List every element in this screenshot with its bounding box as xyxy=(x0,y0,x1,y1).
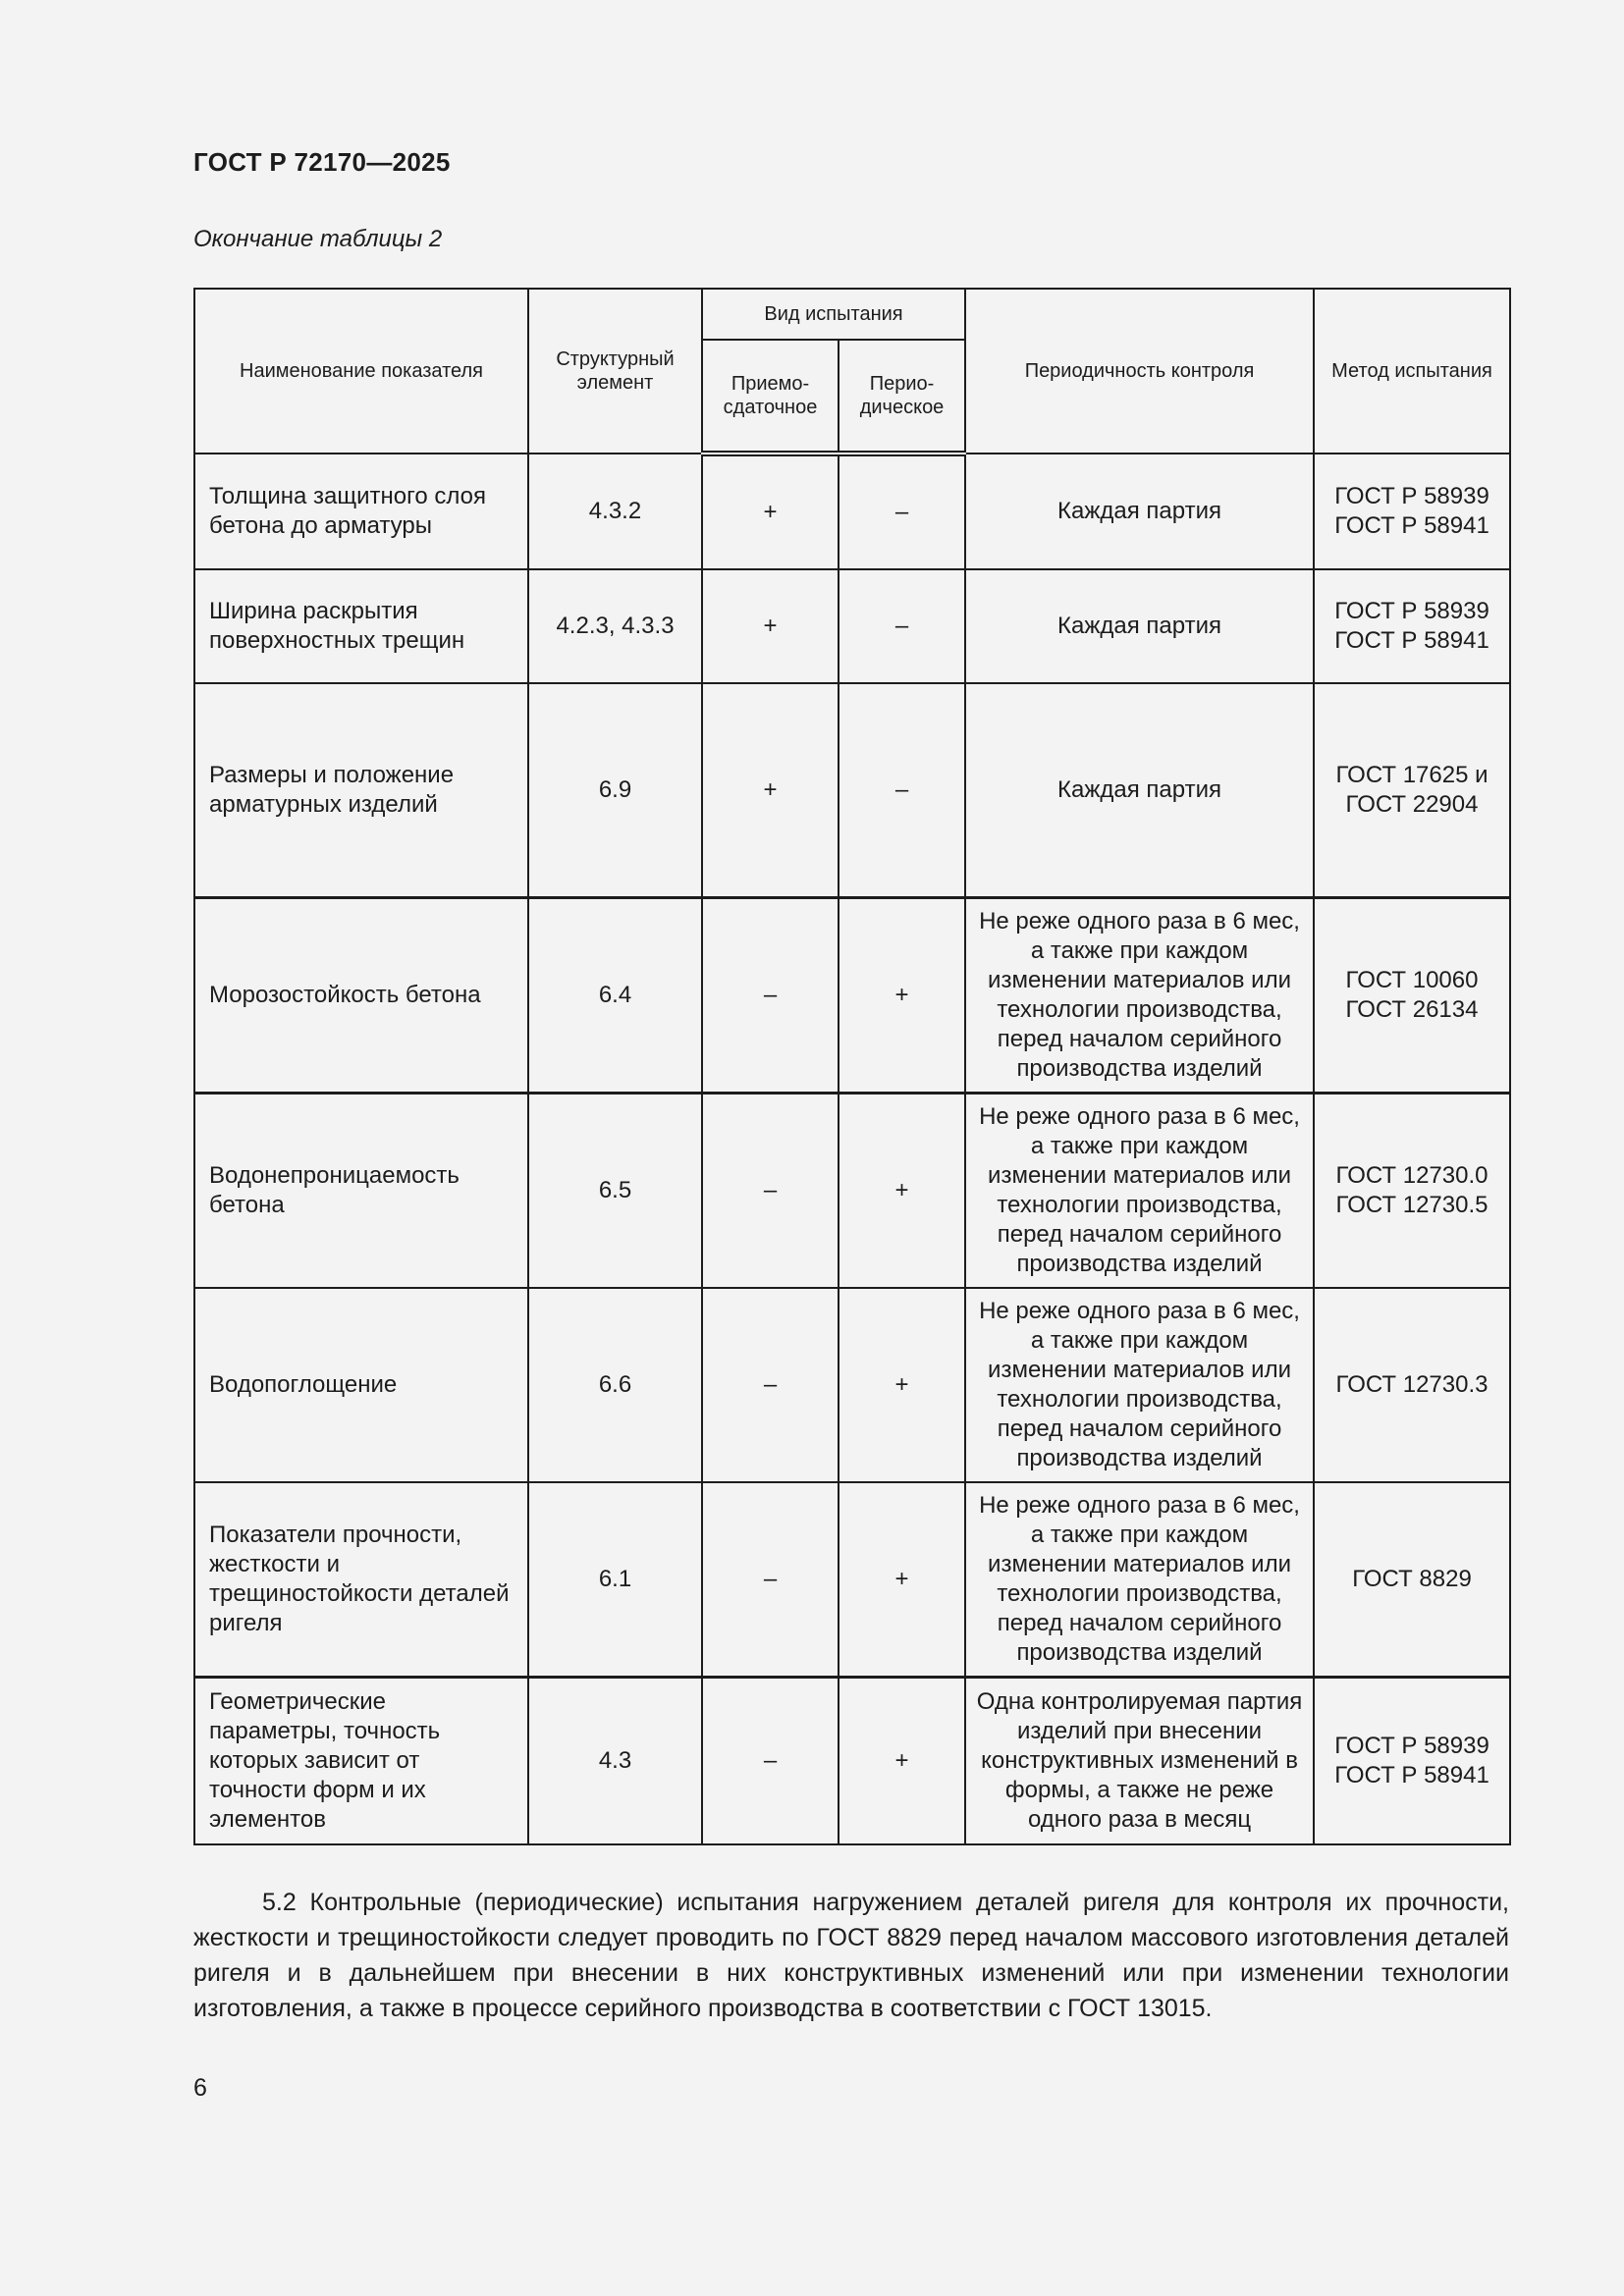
table-row xyxy=(194,454,1510,569)
table-caption: Окончание таблицы 2 xyxy=(193,226,443,252)
cell-acceptance: + xyxy=(702,454,839,569)
cell-acceptance: – xyxy=(702,1678,839,1845)
table-row xyxy=(194,898,1510,1094)
cell-element: 4.3.2 xyxy=(528,454,702,569)
cell-acceptance: + xyxy=(702,683,839,898)
cell-periodic: + xyxy=(839,898,965,1094)
cell-frequency: Каждая партия xyxy=(965,569,1314,683)
cell-method: ГОСТ Р 58939 ГОСТ Р 58941 xyxy=(1314,454,1510,569)
cell-name: Морозостойкость бетона xyxy=(194,898,528,1094)
cell-name: Водонепроницаемость бетона xyxy=(194,1094,528,1289)
table-row xyxy=(194,1094,1510,1289)
cell-method: ГОСТ 17625 и ГОСТ 22904 xyxy=(1314,683,1510,898)
cell-method: ГОСТ 10060 ГОСТ 26134 xyxy=(1314,898,1510,1094)
cell-name: Ширина раскрытия поверхностных трещин xyxy=(194,569,528,683)
cell-periodic: + xyxy=(839,1482,965,1678)
cell-periodic: + xyxy=(839,1094,965,1289)
page-number: 6 xyxy=(193,2074,207,2102)
cell-periodic: + xyxy=(839,1678,965,1845)
cell-frequency: Каждая партия xyxy=(965,683,1314,898)
table-row xyxy=(194,569,1510,683)
header-name: Наименование показателя xyxy=(194,289,528,454)
cell-frequency: Не реже одного раза в 6 мес, а также при каждом изменении материалов или технологии производства, перед началом серийного производства изделий xyxy=(965,898,1314,1094)
table-row xyxy=(194,1288,1510,1482)
cell-element: 4.2.3, 4.3.3 xyxy=(528,569,702,683)
cell-element: 6.6 xyxy=(528,1288,702,1482)
cell-frequency: Одна контролируемая партия изделий при внесении конструктивных изменений в формы, а также не реже одного раза в месяц xyxy=(965,1678,1314,1845)
cell-method: ГОСТ 8829 xyxy=(1314,1482,1510,1678)
table-row xyxy=(194,1482,1510,1678)
header-test-type: Вид испытания xyxy=(702,289,965,340)
cell-name: Геометрические параметры, точность которых зависит от точности форм и их элементов xyxy=(194,1678,528,1845)
cell-acceptance: – xyxy=(702,1482,839,1678)
cell-method: ГОСТ Р 58939 ГОСТ Р 58941 xyxy=(1314,1678,1510,1845)
cell-acceptance: – xyxy=(702,1288,839,1482)
cell-element: 6.1 xyxy=(528,1482,702,1678)
cell-frequency: Каждая партия xyxy=(965,454,1314,569)
cell-name: Толщина защитного слоя бетона до арматуры xyxy=(194,454,528,569)
cell-element: 6.4 xyxy=(528,898,702,1094)
cell-periodic: + xyxy=(839,1288,965,1482)
cell-name: Показатели прочности, жесткости и трещиностойкости деталей ригеля xyxy=(194,1482,528,1678)
cell-name: Размеры и положение арматурных изделий xyxy=(194,683,528,898)
header-method: Метод испытания xyxy=(1314,289,1510,454)
indicators-table xyxy=(193,288,1511,1845)
cell-acceptance: – xyxy=(702,898,839,1094)
header-element: Структурный элемент xyxy=(528,289,702,454)
cell-acceptance: – xyxy=(702,1094,839,1289)
cell-periodic: – xyxy=(839,683,965,898)
cell-element: 6.9 xyxy=(528,683,702,898)
clause-5-2-paragraph: 5.2 Контрольные (периодические) испытания нагружением деталей ригеля для контроля их прочности, жесткости и трещиностойкости следует проводить по ГОСТ 8829 перед началом массового изготовления деталей ригеля и в дальнейшем при внесении в них конструктивных изменений или при изменении технологии изготовления, а также в процессе серийного производства в соответствии с ГОСТ 13015. xyxy=(193,1889,1509,2022)
cell-frequency: Не реже одного раза в 6 мес, а также при каждом изменении материалов или технологии производства, перед началом серийного производства изделий xyxy=(965,1094,1314,1289)
header-periodic: Перио-дическое xyxy=(839,340,965,454)
document-code: ГОСТ Р 72170—2025 xyxy=(193,147,451,177)
cell-name: Водопоглощение xyxy=(194,1288,528,1482)
cell-periodic: – xyxy=(839,569,965,683)
header-frequency: Периодичность контроля xyxy=(965,289,1314,454)
cell-method: ГОСТ 12730.0 ГОСТ 12730.5 xyxy=(1314,1094,1510,1289)
cell-frequency: Не реже одного раза в 6 мес, а также при каждом изменении материалов или технологии производства, перед началом серийного производства изделий xyxy=(965,1288,1314,1482)
cell-element: 4.3 xyxy=(528,1678,702,1845)
cell-acceptance: + xyxy=(702,569,839,683)
table-row xyxy=(194,1678,1510,1845)
cell-method: ГОСТ 12730.3 xyxy=(1314,1288,1510,1482)
table-row xyxy=(194,683,1510,898)
cell-periodic: – xyxy=(839,454,965,569)
cell-frequency: Не реже одного раза в 6 мес, а также при каждом изменении материалов или технологии производства, перед началом серийного производства изделий xyxy=(965,1482,1314,1678)
header-acceptance: Приемо-сдаточное xyxy=(702,340,839,454)
cell-element: 6.5 xyxy=(528,1094,702,1289)
cell-method: ГОСТ Р 58939 ГОСТ Р 58941 xyxy=(1314,569,1510,683)
